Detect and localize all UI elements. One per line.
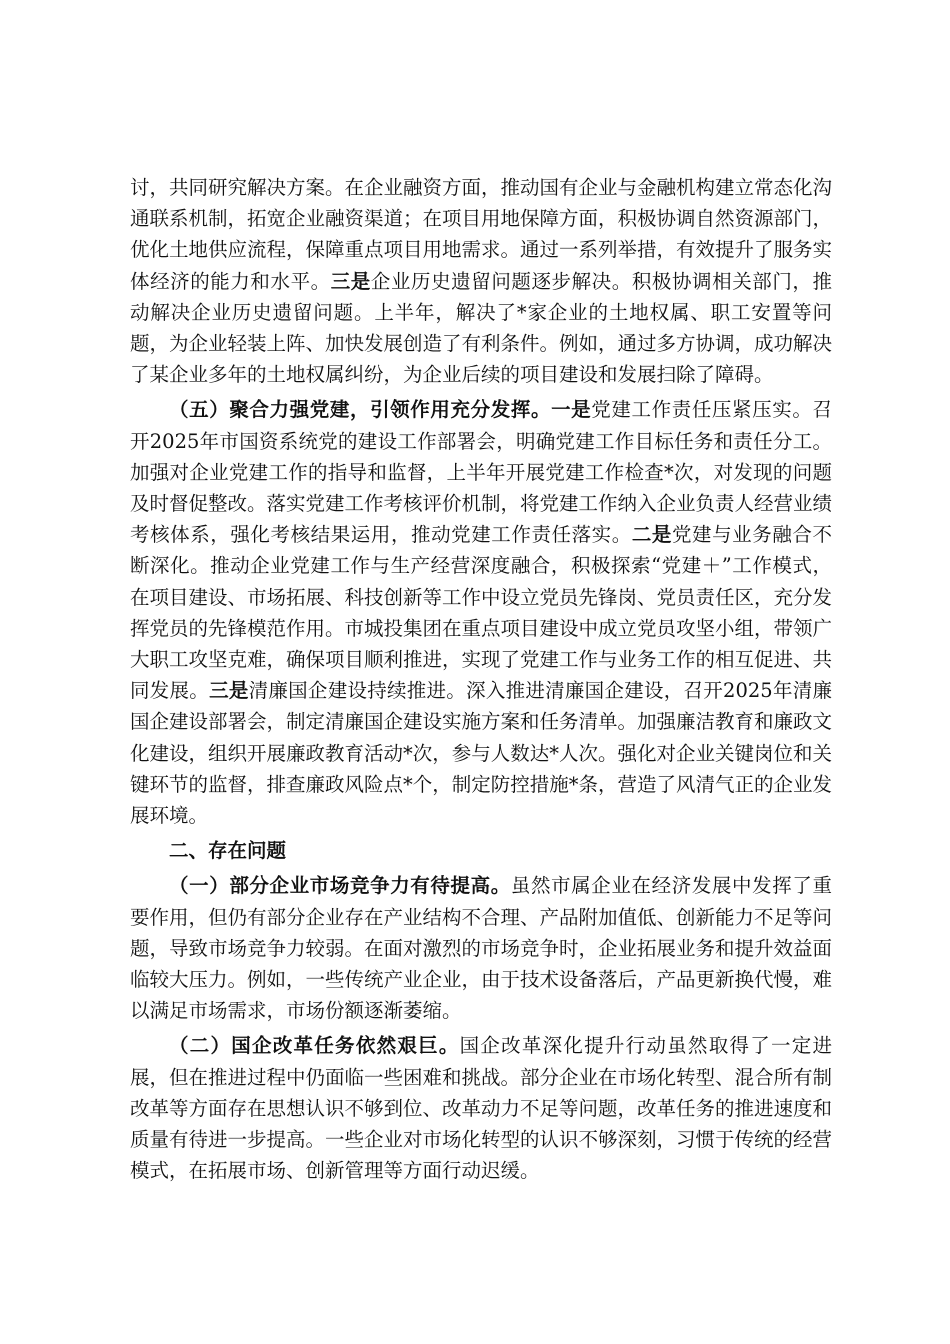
subheading-text: （二）国企改革任务依然艰巨。 [169, 1034, 460, 1058]
paragraph-party-building [130, 394, 832, 831]
subheading-text: （一）部分企业市场竞争力有待提高。 [169, 874, 511, 898]
bold-lead-text: 三是 [330, 269, 371, 293]
document-page [130, 172, 832, 1191]
text-span: 企业历史遗留问题逐步解决。积极协调相关部门，推动解决企业历史遗留问题。上半年，解决了*家企业的土地权属、职工安置等问题，为企业轻装上阵、加快发展创造了有利条件。例如，通过多方协调，成功解决了某企业多年的土地权属纠纷，为企业后续的项目建设和发展扫除了障碍。 [130, 269, 833, 387]
text-span: 清廉国企建设持续推进。深入推进清廉国企建设，召开2025年清廉国企建设部署会，制定清廉国企建设实施方案和任务清单。加强廉洁教育和廉政文化建设，组织开展廉政教育活动*次，参与人数达*人次。强化对企业关键岗位和关键环节的监督，排查廉政风险点*个，制定防控措施*条，营造了风清气正的企业发展环境。 [130, 679, 833, 828]
subheading-text: （五）聚合力强党建，引领作用充分发挥。 [169, 398, 552, 422]
text-span: 虽然市属企业在经济发展中发挥了重要作用，但仍有部分企业存在产业结构不合理、产品附加值低、创新能力不足等问题，导致市场竞争力较弱。在面对激烈的市场竞争时，企业拓展业务和提升效益面临较大压力。例如，一些传统产业企业，由于技术设备落后，产品更新换代慢，难以满足市场需求，市场份额逐渐萎缩。 [130, 874, 833, 1023]
text-span: 讨，共同研究解决方案。在企业融资方面，推动国有企业与金融机构建立常态化沟通联系机制，拓宽企业融资渠道；在项目用地保障方面，积极协调自然资源部门，优化土地供应流程，保障重点项目用地需求。通过一系列举措，有效提升了服务实体经济的能力和水平。 [130, 176, 833, 293]
section-heading: 二、存在问题 [169, 839, 287, 863]
paragraph-problem-2 [130, 1030, 832, 1186]
bold-lead-text: 一是 [551, 398, 592, 422]
bold-lead-text: 三是 [209, 679, 249, 703]
text-span: 国企改革深化提升行动虽然取得了一定进展，但在推进过程中仍面临一些困难和挑战。部分企业在市场化转型、混合所有制改革等方面存在思想认识不够到位、改革动力不足等问题，改革任务的推进速度和质量有待进一步提高。一些企业对市场化转型的认识不够深刻，习惯于传统的经营模式，在拓展市场、创新管理等方面行动迟缓。 [130, 1034, 833, 1183]
bold-lead-text: 二是 [631, 523, 672, 547]
text-span: 党建工作责任压紧压实。召开2025年市国资系统党的建设工作部署会，明确党建工作目标任务和责任分工。加强对企业党建工作的指导和监督，上半年开展党建工作检查*次，对发现的问题及时督促整改。落实党建工作考核评价机制，将党建工作纳入企业负责人经营业绩考核体系，强化考核结果运用，推动党建工作责任落实。 [130, 398, 833, 547]
paragraph-problem-1 [130, 870, 832, 1026]
text-span: 党建与业务融合不断深化。推动企业党建工作与生产经营深度融合，积极探索“党建＋”工作模式，在项目建设、市场拓展、科技创新等工作中设立党员先锋岗、党员责任区，充分发挥党员的先锋模范作用。市城投集团在重点项目建设中成立党员攻坚小组，带领广大职工攻坚克难，确保项目顺利推进，实现了党建工作与业务工作的相互促进、共同发展。 [130, 523, 833, 703]
paragraph-continuation [130, 172, 832, 390]
